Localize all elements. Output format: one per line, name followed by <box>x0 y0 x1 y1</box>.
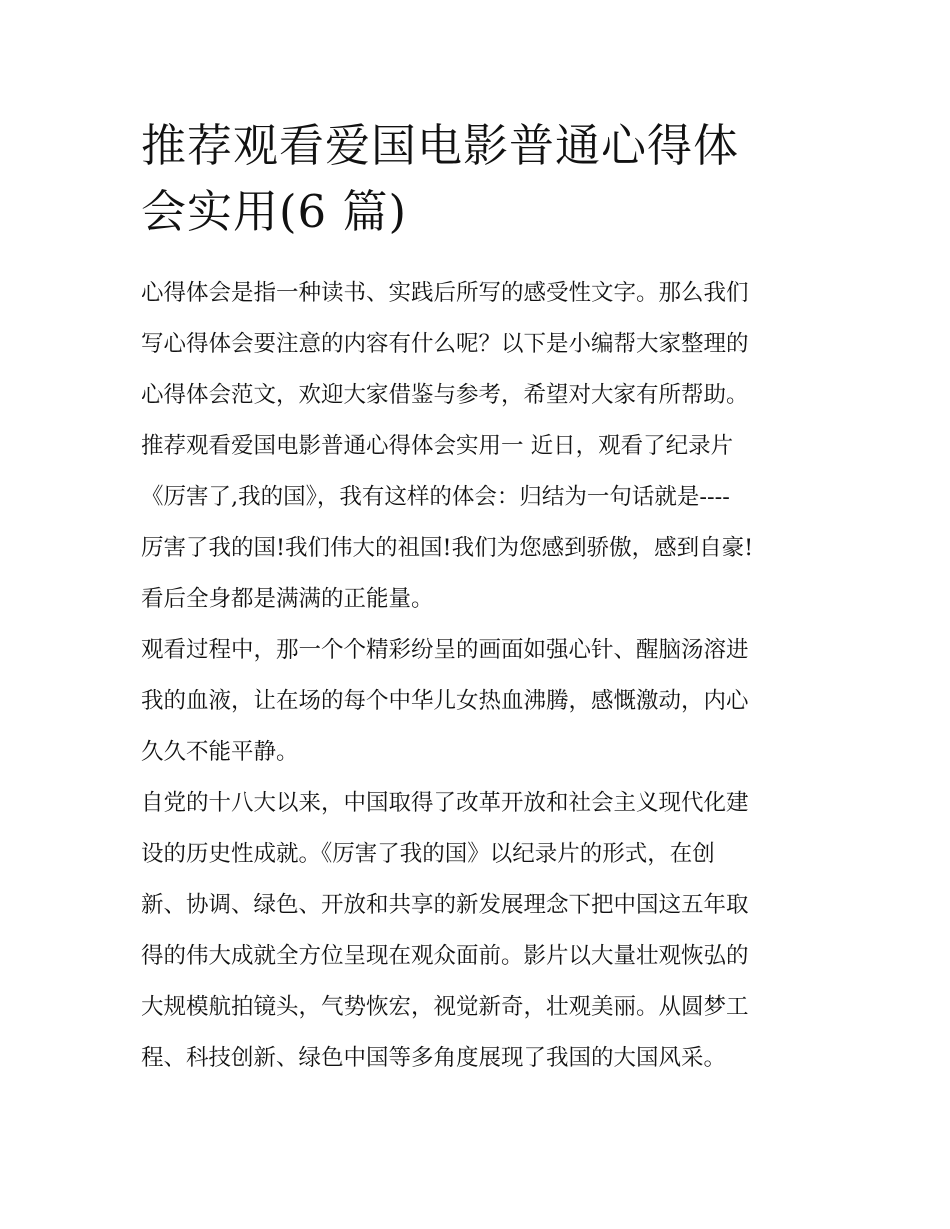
document-title <box>141 113 816 245</box>
text-line: 程、科技创新、绿色中国等多角度展现了我国的大国风采。 <box>141 1045 727 1071</box>
text-line: 心得体会范文，欢迎大家借鉴与参考，希望对大家有所帮助。 <box>141 382 749 408</box>
title-line: 推荐观看爱国电影普通心得体 <box>141 119 740 172</box>
text-line: 我的血液，让在场的每个中华儿女热血沸腾，感慨激动，内心 <box>141 688 749 714</box>
text-line: 看后全身都是满满的正能量。 <box>141 586 434 612</box>
text-line: 设的历史性成就。《厉害了我的国》以纪录片的形式，在创 <box>141 841 715 867</box>
text-line: 观看过程中，那一个个精彩纷呈的画面如强心针、醒脑汤溶进 <box>141 637 749 663</box>
text-line: 自党的十八大以来，中国取得了改革开放和社会主义现代化建 <box>141 790 749 816</box>
document-body <box>141 268 816 1084</box>
essay-one-paragraph <box>141 421 816 625</box>
document-content <box>141 113 816 1084</box>
text-line: 推荐观看爱国电影普通心得体会实用一 近日，观看了纪录片 <box>141 433 734 459</box>
text-line: 久久不能平静。 <box>141 739 299 765</box>
text-line: 心得体会是指一种读书、实践后所写的感受性文字。那么我们 <box>141 280 749 306</box>
text-line: 得的伟大成就全方位呈现在观众面前。影片以大量壮观恢弘的 <box>141 943 749 969</box>
intro-paragraph <box>141 268 816 421</box>
title-line: 会实用(6 篇) <box>141 185 408 238</box>
text-line: 《厉害了,我的国》，我有这样的体会：归结为一句话就是---- <box>141 484 730 510</box>
text-line: 大规模航拍镜头，气势恢宏，视觉新奇，壮观美丽。从圆梦工 <box>141 994 749 1020</box>
achievements-paragraph <box>141 778 816 1084</box>
text-line: 厉害了我的国!我们伟大的祖国!我们为您感到骄傲，感到自豪! <box>141 535 754 561</box>
text-line: 写心得体会要注意的内容有什么呢？以下是小编帮大家整理的 <box>141 331 749 357</box>
text-line: 新、协调、绿色、开放和共享的新发展理念下把中国这五年取 <box>141 892 749 918</box>
viewing-paragraph <box>141 625 816 778</box>
